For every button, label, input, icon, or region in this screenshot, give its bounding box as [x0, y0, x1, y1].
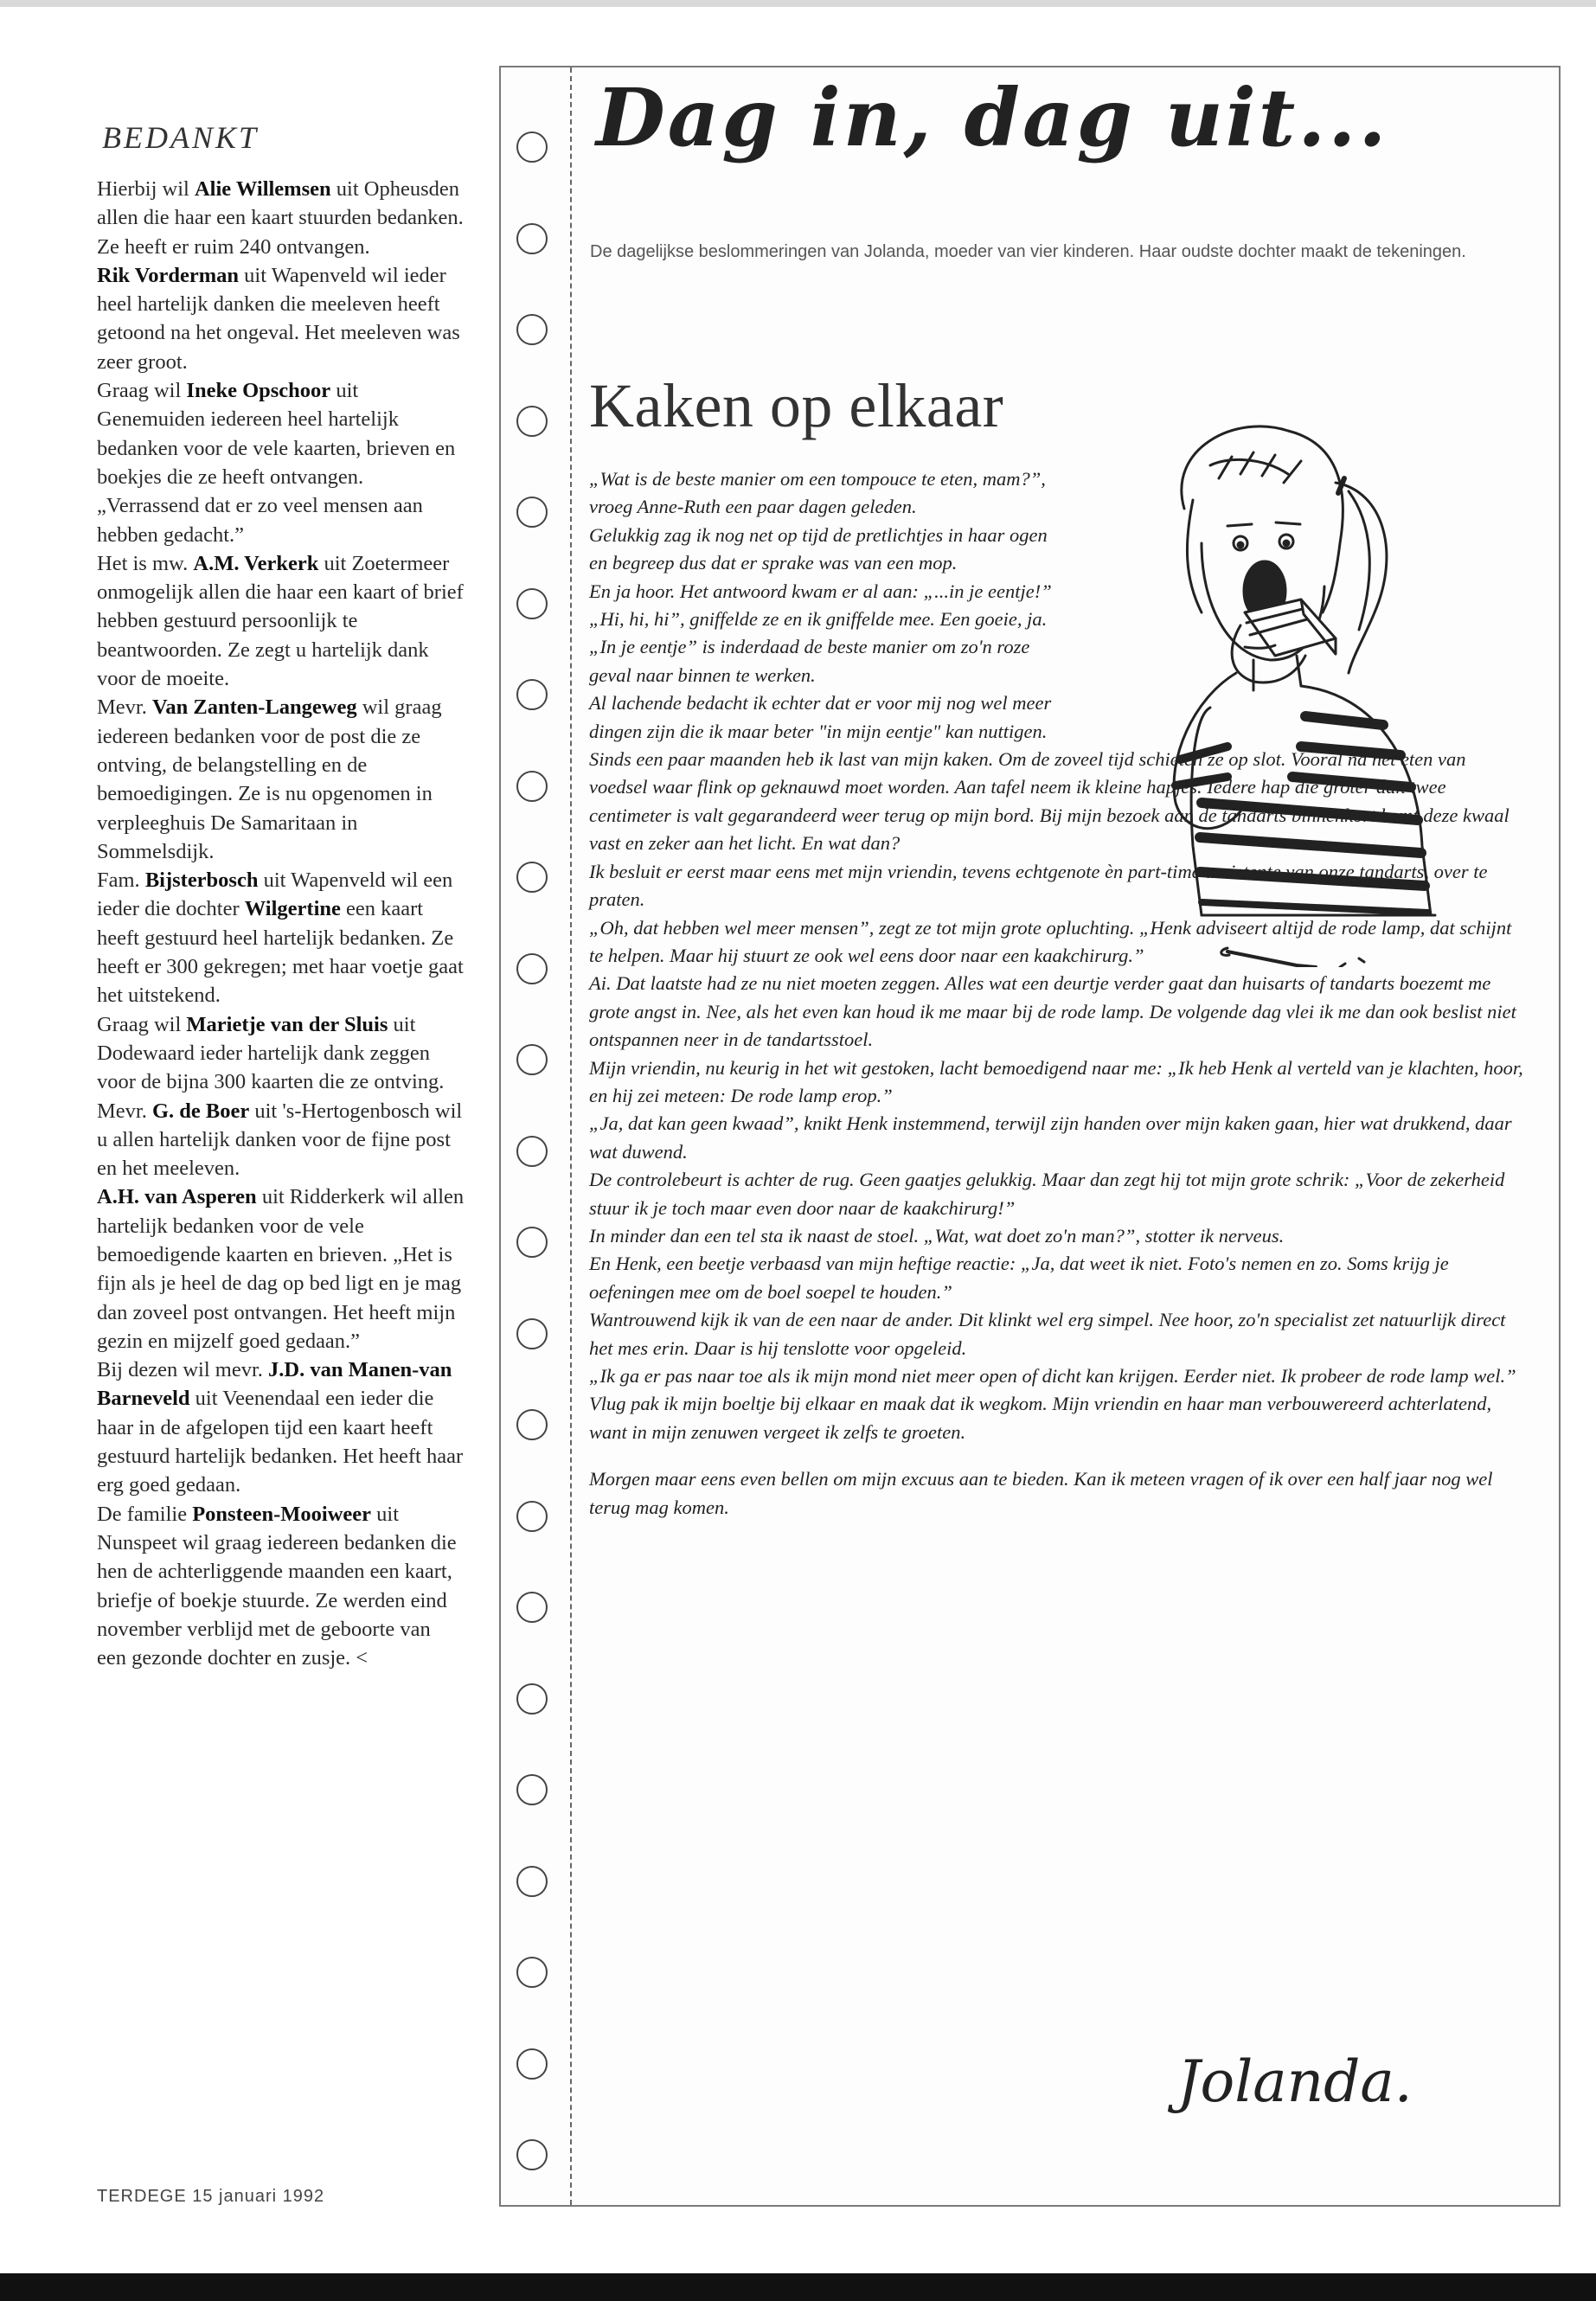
person-name: J.D. van Manen-van Barneveld	[97, 1358, 452, 1411]
article-text	[589, 465, 1523, 1522]
thanks-paragraph: A.H. van Asperen uit Ridderkerk wil allen hartelijk bedanken voor de vele bemoedigende kaarten en brieven. „Het is fijn als je heel de dag op bed ligt en je mag dan zoveel post ontvangen. Het heeft mijn gezin en mijzelf goed gedaan.”	[97, 1185, 465, 1353]
margin-line	[570, 67, 572, 2205]
binder-hole	[516, 131, 548, 163]
person-name: G. de Boer	[151, 1099, 250, 1123]
binder-hole	[516, 1592, 548, 1623]
binder-hole	[516, 1866, 548, 1897]
person-name: Ponsteen-Mooiweer	[192, 1502, 372, 1526]
person-name: Rik Vorderman	[97, 263, 240, 287]
person-name: A.M. Verkerk	[193, 551, 319, 575]
person-name: Marietje van der Sluis	[186, 1012, 388, 1036]
thanks-paragraph: Hierbij wil Alie Willemsen uit Opheusden allen die haar een kaart stuurden bedanken. Ze heeft er ruim 240 ontvangen.	[97, 177, 464, 259]
binder-hole	[516, 1409, 548, 1440]
article-paragraph: In minder dan een tel sta ik naast de stoel. „Wat, wat doet zo'n man?”, stotter ik nerveus.	[589, 1224, 1285, 1247]
article-title: Kaken op elkaar	[589, 371, 1004, 440]
left-column	[97, 119, 465, 1672]
article-body	[589, 746, 1523, 1446]
column-script-title: Dag in, dag uit...	[596, 71, 1389, 164]
article-paragraph: Vlug pak ik mijn boeltje bij elkaar en maak dat ik wegkom. Mijn vriendin en haar man verbouwereerd achterlatend, want in mijn zenuwen vergeet ik zelfs te groeten.	[589, 1393, 1492, 1443]
binder-hole	[516, 1683, 548, 1715]
paragraph-gap	[589, 1446, 1523, 1465]
person-name: Bijsterbosch	[144, 868, 259, 893]
bedankt-body	[97, 175, 465, 1672]
thanks-paragraph: Mevr. G. de Boer uit 's-Hertogenbosch wil u allen hartelijk danken voor de fijne post en het meeleven.	[97, 1099, 463, 1181]
binder-hole	[516, 1227, 548, 1258]
article-paragraph: „Ja, dat kan geen kwaad”, knikt Henk instemmend, terwijl zijn handen over mijn kaken gaan, hier wat drukkend, daar wat duwend.	[589, 1112, 1512, 1163]
article-paragraph: Ik besluit er eerst maar eens met mijn vriendin, tevens echtgenote èn part-time assistente van onze tandarts, over te praten.	[589, 860, 1488, 911]
thanks-paragraph: Fam. Bijsterbosch uit Wapenveld wil een ieder die dochter Wilgertine een kaart heeft gestuurd heel hartelijk bedanken. Ze heeft er 300 gekregen; met haar voetje gaat het uitstekend.	[97, 868, 464, 1008]
person-name: Wilgertine	[244, 897, 341, 921]
article-paragraph: Mijn vriendin, nu keurig in het wit gestoken, lacht bemoedigend naar me: „Ik heb Henk al verteld van je klachten, hoor, en hij zei meteen: De rode lamp erop.”	[589, 1056, 1523, 1106]
person-name: Ineke Opschoor	[186, 379, 331, 403]
binder-hole	[516, 2139, 548, 2170]
article-closing: Morgen maar eens even bellen om mijn excuus aan te bieden. Kan ik meteen vragen of ik over een half jaar nog wel terug mag komen.	[589, 1468, 1493, 1518]
author-signature: Jolanda.	[1177, 2048, 1413, 2115]
thanks-paragraph: De familie Ponsteen-Mooiweer uit Nunspeet wil graag iedereen bedanken die hen de achterliggende maanden een kaart, briefje of boekje stuurde. Ze werden eind november verblijd met de geboorte van een gezonde dochter en zusje. <	[97, 1502, 457, 1670]
thanks-paragraph: Graag wil Ineke Opschoor uit Genemuiden iedereen heel hartelijk bedanken voor de vele kaarten, brieven en boekjes die ze heeft ontvangen. „Verrassend dat er zo veel mensen aan hebben gedacht.”	[97, 379, 456, 547]
binder-hole	[516, 1957, 548, 1988]
binder-hole	[516, 1501, 548, 1532]
binder-hole	[516, 1044, 548, 1075]
person-name: A.H. van Asperen	[97, 1185, 257, 1209]
binder-hole	[516, 679, 548, 710]
binder-hole	[516, 1774, 548, 1805]
article-intro	[589, 465, 1056, 746]
person-name: Van Zanten-Langeweg	[151, 695, 357, 720]
binder-hole	[516, 223, 548, 254]
binder-hole	[516, 771, 548, 802]
binder-holes	[501, 67, 570, 2205]
article-paragraph: Ai. Dat laatste had ze nu niet moeten zeggen. Alles wat een deurtje verder gaat dan huisarts of tandarts boezemt me grote angst in. Nee, als het even kan houd ik me maar bij de rode lamp. De volgende dag vlei ik me dan ook beslist niet ontspannen neer in de tandartsstoel.	[589, 972, 1516, 1051]
thanks-paragraph: Het is mw. A.M. Verkerk uit Zoetermeer onmogelijk allen die haar een kaart of brief hebben gestuurd persoonlijk te beantwoorden. Ze zegt u hartelijk dank voor de moeite.	[97, 551, 464, 691]
article-paragraph: Wantrouwend kijk ik van de een naar de ander. Dit klinkt wel erg simpel. Nee hoor, zo'n specialist zet natuurlijk direct het mes erin. Daar is hij tenslotte voor opgeleid.	[589, 1309, 1506, 1359]
bedankt-heading: BEDANKT	[102, 120, 260, 155]
article-paragraph: En Henk, een beetje verbaasd van mijn heftige reactie: „Ja, dat weet ik niet. Foto's nemen en zo. Soms krijg je oefeningen mee om de boel soepel te houden.”	[589, 1253, 1449, 1303]
page-footer: TERDEGE 15 januari 1992	[97, 2187, 325, 2206]
binder-hole	[516, 1318, 548, 1349]
binder-hole	[516, 953, 548, 984]
thanks-paragraph: Mevr. Van Zanten-Langeweg wil graag iedereen bedanken voor de post die ze ontving, de belangstelling en de bemoedigingen. Ze is nu opgenomen in verpleeghuis De Samaritaan in Sommelsdijk.	[97, 695, 442, 863]
article-paragraph: „Oh, dat hebben wel meer mensen”, zegt ze tot mijn grote opluchting. „Henk adviseert altijd de rode lamp, dat schijnt te helpen. Maar hij stuurt ze ook wel eens door naar een kaakchirurg.”	[589, 916, 1512, 966]
thanks-paragraph: Rik Vorderman uit Wapenveld wil ieder heel hartelijk danken die meeleven heeft getoond na het ongeval. Het meeleven was zeer groot.	[97, 263, 460, 374]
person-name: Alie Willemsen	[194, 177, 331, 201]
article-paragraph: De controlebeurt is achter de rug. Geen gaatjes gelukkig. Maar dan zegt hij tot mijn grote schrik: „Voor de zekerheid stuur ik je toch maar even door naar de kaakchirurg!”	[589, 1169, 1505, 1219]
article-paragraph: „In je eentje” is inderdaad de beste manier om zo'n roze geval naar binnen te werken.	[589, 636, 1030, 686]
article-paragraph: „Wat is de beste manier om een tompouce te eten, mam?”, vroeg Anne-Ruth een paar dagen geleden.	[589, 468, 1046, 518]
binder-hole	[516, 2048, 548, 2080]
thanks-paragraph: Bij dezen wil mevr. J.D. van Manen-van Barneveld uit Veenendaal een ieder die haar in de afgelopen tijd een kaart heeft gestuurd hartelijk bedanken. Het heeft haar erg goed gedaan.	[97, 1358, 464, 1497]
article-paragraph: Sinds een paar maanden heb ik last van mijn kaken. Om de zoveel tijd schieten ze op slot. Vooral na het eten van voedsel waar flink op geknauwd moet worden. Aan tafel neem ik kleine hapjes. Iedere hap die groter dan twee centimeter is valt gegarandeerd weer terug op mijn bord. Bij mijn bezoek aan de tandarts binnenkort komt deze kwaal vast en zeker aan het licht. En wat dan?	[589, 748, 1509, 855]
page-bottom-bar	[0, 2273, 1596, 2301]
article-paragraph: „Ik ga er pas naar toe als ik mijn mond niet meer open of dicht kan krijgen. Eerder niet. Ik probeer de rode lamp wel.”	[589, 1365, 1516, 1387]
article-paragraph: Gelukkig zag ik nog net op tijd de pretlichtjes in haar ogen en begreep dus dat er sprake was van een mop.	[589, 523, 1048, 574]
article-paragraph: „Hi, hi, hi”, gniffelde ze en ik gniffelde mee. Een goeie, ja.	[589, 608, 1048, 631]
article-paragraph: Al lachende bedacht ik echter dat er voor mij nog wel meer dingen zijn die ik maar beter "in mijn eentje" kan nuttigen.	[589, 692, 1052, 742]
thanks-paragraph: Graag wil Marietje van der Sluis uit Dodewaard ieder hartelijk dank zeggen voor de bijna 300 kaarten die ze ontving.	[97, 1012, 445, 1094]
notebook-panel	[499, 66, 1561, 2207]
binder-hole	[516, 1136, 548, 1167]
binder-hole	[516, 862, 548, 893]
binder-hole	[516, 588, 548, 619]
article-paragraph: En ja hoor. Het antwoord kwam er al aan: „...in je eentje!”	[589, 580, 1052, 602]
page-top-line	[0, 0, 1596, 7]
binder-hole	[516, 314, 548, 345]
binder-hole	[516, 497, 548, 528]
binder-hole	[516, 406, 548, 437]
column-subtitle: De dagelijkse beslommeringen van Jolanda, moeder van vier kinderen. Haar oudste dochter maakt de tekeningen.	[590, 242, 1466, 261]
